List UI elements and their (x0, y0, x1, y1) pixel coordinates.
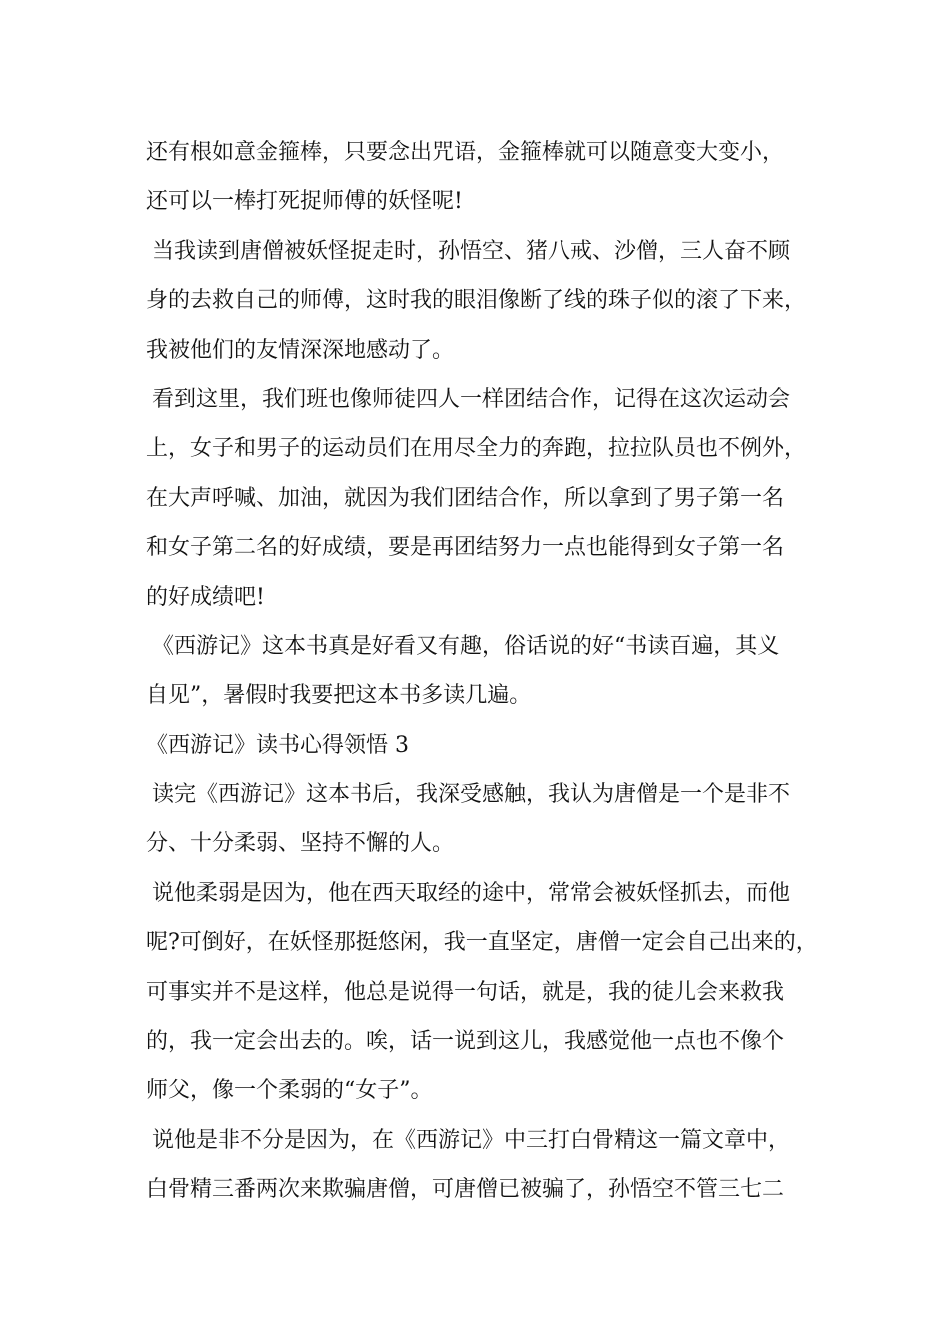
text-line: 在大声呼喊、加油，就因为我们团结合作，所以拿到了男子第一名 (146, 485, 785, 511)
text-line: 和女子第二名的好成绩，要是再团结努力一点也能得到女子第一名 (146, 535, 785, 561)
paragraph-start-line: 说他柔弱是因为，他在西天取经的途中，常常会被妖怪抓去，而他 (152, 880, 791, 906)
paragraph-start-line: 当我读到唐僧被妖怪捉走时，孙悟空、猪八戒、沙僧，三人奋不顾 (152, 238, 791, 264)
text-line: 分、十分柔弱、坚持不懈的人。 (146, 831, 455, 857)
section-heading: 《西游记》读书心得领悟 3 (146, 732, 409, 758)
text-line: 自见”，暑假时我要把这本书多读几遍。 (146, 683, 532, 709)
text-line: 我被他们的友情深深地感动了。 (146, 337, 455, 363)
text-line: 上，女子和男子的运动员们在用尽全力的奔跑，拉拉队员也不例外， (146, 436, 807, 462)
text-line: 还有根如意金箍棒，只要念出咒语，金箍棒就可以随意变大变小， (146, 140, 785, 165)
text-line: 的，我一定会出去的。唉，话一说到这儿，我感觉他一点也不像个 (146, 1029, 785, 1055)
text-line: 白骨精三番两次来欺骗唐僧，可唐僧已被骗了，孙悟空不管三七二 (146, 1177, 785, 1203)
document-body (146, 128, 836, 1215)
text-line: 还可以一棒打死捉师傅的妖怪呢! (146, 189, 463, 215)
paragraph-start-line: 看到这里，我们班也像师徒四人一样团结合作，记得在这次运动会 (152, 386, 791, 412)
paragraph-start-line: 说他是非不分是因为，在《西游记》中三打白骨精这一篇文章中， (152, 1127, 791, 1153)
text-line: 可事实并不是这样，他总是说得一句话，就是，我的徒儿会来救我 (146, 979, 785, 1005)
text-line: 呢?可倒好，在妖怪那挺悠闲，我一直坚定，唐僧一定会自己出来的， (146, 930, 818, 956)
text-line: 身的去救自己的师傅，这时我的眼泪像断了线的珠子似的滚了下来， (146, 288, 807, 314)
paragraph-start-line: 读完《西游记》这本书后，我深受感触，我认为唐僧是一个是非不 (152, 782, 791, 808)
text-line: 的好成绩吧! (146, 584, 265, 610)
paragraph-start-line: 《西游记》这本书真是好看又有趣，俗话说的好“书读百遍，其义 (152, 633, 780, 659)
text-line: 师父，像一个柔弱的“女子”。 (146, 1078, 433, 1104)
